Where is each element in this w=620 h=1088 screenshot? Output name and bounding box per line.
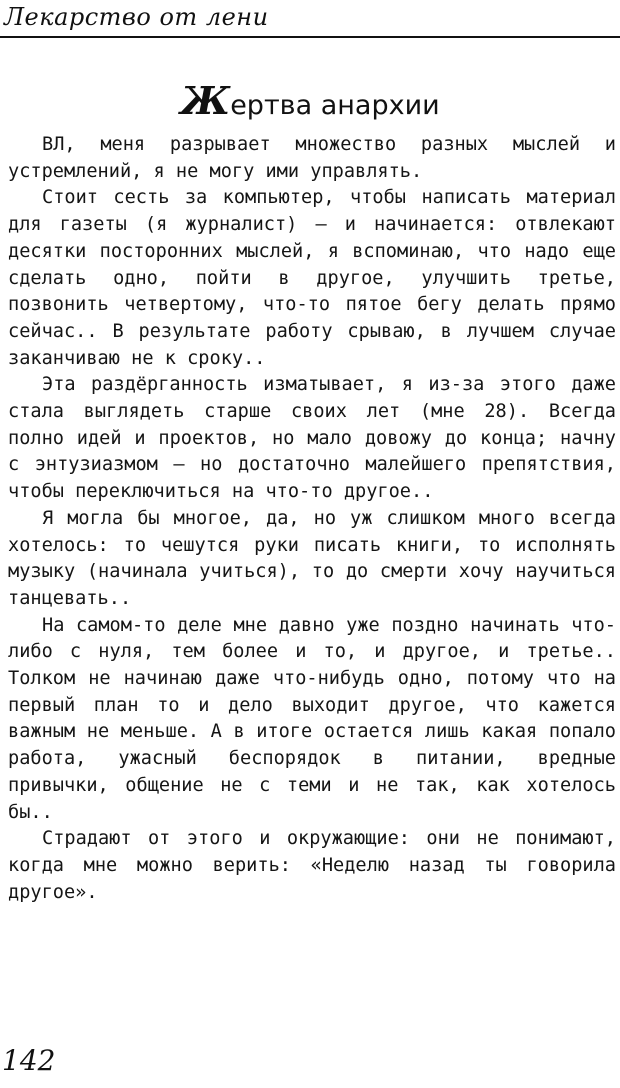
paragraph: Эта раздёрганность изматывает, я из-за этого даже стала выглядеть старше своих лет (мне 28). Всегда полно идей и проектов, но мало довожу до конца; начну с энтузиазмом — но достаточно малейшего препятствия, чтобы переключиться на что-то другое.. (8, 374, 616, 503)
paragraph: ВЛ, меня разрывает множество разных мыслей и устремлений, я не могу ими управлять. (8, 134, 616, 182)
header-rule (0, 36, 620, 38)
article-title (0, 78, 620, 125)
page-number: 142 (2, 1044, 56, 1077)
running-header: Лекарство от лени (4, 3, 269, 31)
article-title-initial: Ж (180, 78, 231, 123)
paragraph: Я могла бы многое, да, но уж слишком много всегда хотелось: то чешутся руки писать книги, то исполнять музыку (начинала учиться), то до смерти хочу научиться танцевать.. (8, 507, 616, 609)
article-body (8, 132, 616, 906)
paragraph: Стоит сесть за компьютер, чтобы написать материал для газеты (я журналист) — и начинается: отвлекают десятки посторонних мыслей, я вспоминаю, что надо еще сделать одно, пойти в другое, улучшить третье, позвонить четвертому, что-то пятое бегу делать прямо сейчас.. В результате работу срываю, в лучшем случае заканчиваю не к сроку.. (8, 187, 616, 369)
paragraph: На самом-то деле мне давно уже поздно начинать что-либо с нуля, тем более и то, и другое, и третье.. Толком не начинаю даже что-нибудь одно, потому что на первый план то и дело выходит другое, что кажется важным не меньше. А в итоге остается лишь какая попало работа, ужасный беспорядок в питании, вредные привычки, общение не с теми и не так, как хотелось бы.. (8, 614, 616, 823)
paragraph: Страдают от этого и окружающие: они не понимают, когда мне можно верить: «Неделю назад ты говорила другое». (8, 828, 616, 903)
article-title-rest: ертва анархии (230, 90, 440, 121)
